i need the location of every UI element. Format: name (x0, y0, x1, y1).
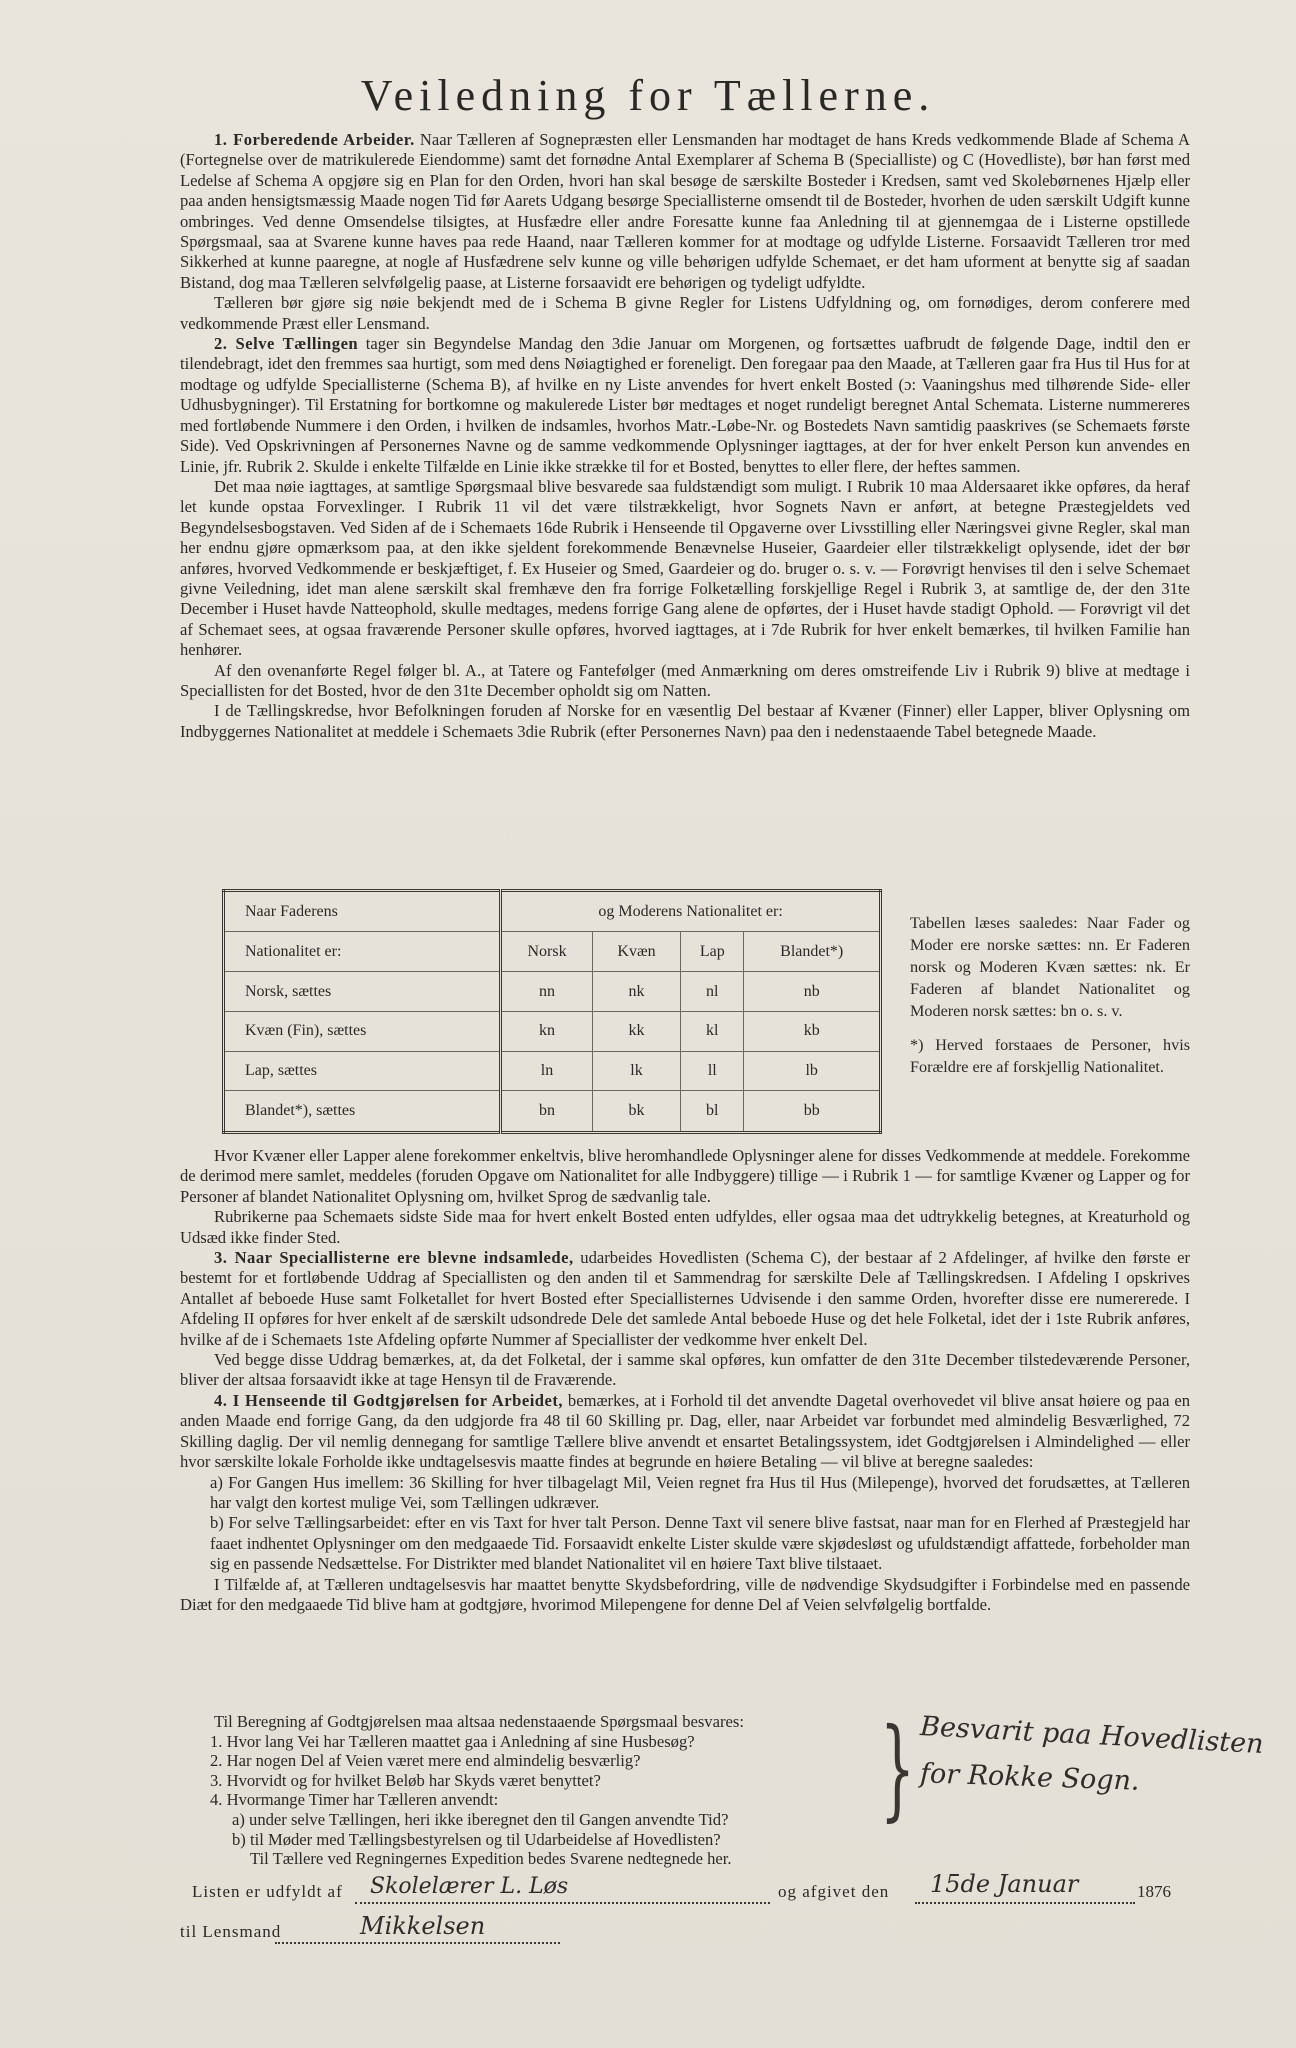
year-label: 1876 (1137, 1882, 1171, 1901)
table-cell: nl (681, 972, 744, 1012)
label-lensmand: til Lensmand (180, 1922, 282, 1941)
table-row-label: Norsk, sættes (224, 972, 501, 1012)
question-4: 4. Hvormange Timer har Tælleren anvendt: (210, 1790, 499, 1810)
label-list-filled-by: Listen er udfyldt af (192, 1882, 343, 1901)
signature-row-lensmand (180, 1912, 1190, 1948)
table-header-row-1 (224, 891, 881, 932)
section-2 (180, 334, 1190, 477)
table-cell: bk (592, 1091, 680, 1133)
section-4-heading: 4. I Henseende til Godtgjørelsen for Arbeidet, (214, 1390, 564, 1410)
section-2-heading: 2. Selve Tællingen (214, 334, 359, 354)
table-cell: bb (744, 1091, 881, 1133)
table-cell: kl (681, 1011, 744, 1051)
nationality-table-wrapper (222, 889, 882, 1134)
table-cell: kk (592, 1011, 680, 1051)
handwritten-answer-line-1: Besvarit paa Hovedlisten (919, 1711, 1265, 1760)
curly-brace-icon: } (880, 1704, 915, 1832)
section-1 (180, 130, 1190, 293)
question-2: 2. Har nogen Del af Veien været mere end almindelig besværlig? (210, 1751, 641, 1771)
label-given-date: og afgivet den (778, 1882, 890, 1901)
table-corner-1: Naar Faderens (224, 891, 501, 932)
table-row (224, 1091, 881, 1133)
question-3: 3. Hvorvidt og for hvilket Beløb har Skyds været benyttet? (210, 1770, 601, 1790)
question-4b: b) til Møder med Tællingsbestyrelsen og til Udarbeidelse af Hovedlisten? (232, 1829, 721, 1849)
side-note-footnote: *) Herved forstaaes de Personer, hvis Forældre ere af forskjellig Nationalitet. (910, 1036, 1190, 1076)
section-2-text: tager sin Begyndelse Mandag den 3die Januar om Morgenen, og fortsættes uafbrudt de følgende Dage, indtil den er tilendebragt, idet den fremmes saa hurtigt, som med dens Nøiagtighed er foreneligt. Den foregaar paa den Maade, at Tælleren gaar fra Hus til Hus for at modtage og udfylde Speciallisterne (Schema B), af hvilke en ny Liste anvendes for hvert enkelt Bosted (ɔ: Vaaningshus med tilhørende Side- eller Udhusbygninger). Til Erstatning for bortkomne og makulerede Lister bør medtages et noget rundeligt beregnet Antal Schemata. Listerne nummereres med fortløbende Nummere i den Orden, i hvilken de indsamles, hvorhos Matr.-Løbe-Nr. og Bostedets Navn samtidig paaskrives (se Schemaets første Side). Ved Opskrivningen af Personernes Navne og de samme vedkommende Oplysninger iagttages, at der for hver enkelt Person kun anvendes en Linie, jfr. Rubrik 2. Skulde i enkelte Tilfælde en Linie ikke strække til for et Bosted, benyttes to eller flere, der heftes sammen. (180, 334, 1191, 476)
instructions-body-top (180, 130, 1190, 742)
table-row-label: Lap, sættes (224, 1051, 501, 1091)
instructions-body-bottom (180, 1146, 1190, 1615)
signature-row-list (180, 1870, 1190, 1908)
question-1: 1. Hvor lang Vei har Tælleren maattet gaa i Anledning af sine Husbesøg? (210, 1731, 695, 1751)
section-2-text-2: Det maa nøie iagttages, at samtlige Spørgsmaal blive besvarede saa fuldstændigt som muligt. I Rubrik 10 maa Aldersaaret ikke opføres, da heraf let kunde opstaa Forvexlinger. I Rubrik 11 vil det være tilstrækkeligt, hvor Sognets Navn er anført, at betegne Præstegjeldets ved Begyndelsesbogstaven. Ved Siden af de i Schemaets 16de Rubrik i Henseende til Opgaverne over Livsstilling eller Næringsvei givne Regler, skal man her endnu gjøre opmærksom paa, at den ikke sjeldent forekommende Benævnelse Huseier, Gaardeier eller tilstrækkeligt oplysende, idet der bør anføres, hvorved Vedkommende er beskjæftiget, f. Ex Huseier og Smed, Gaardeier og do. bruger o. s. v. — Forøvrigt henvises til den i selve Schemaet givne Veiledning, idet man alene særskilt skal fremhæve den fra forrige Folketælling forskjellige Regel i Rubrik 3, at samtlige de, der den 31te December i Huset havde Natteophold, skulle medtages, medens forrige Gang alene de opførtes, der i Huset havde stadigt Ophold. — Forøvrigt vil det af Schemaet sees, at ogsaa fraværende Personer skulle opføres, hvorved iagttages, at i 7de Rubrik for hver enkelt bemærkes, til hvilken Familie han henhører. (180, 476, 1190, 660)
table-cell: bn (501, 1091, 593, 1133)
table-cell: ln (501, 1051, 593, 1091)
handwritten-filled-by: Skolelærer L. Løs (370, 1874, 569, 1899)
section-3-text-2: Ved begge disse Uddrag bemærkes, at, da det Folketal, der i samme skal opføres, kun omfatter de den 31te December tilstedeværende Personer, bliver der altsaa forsaavidt ikke at tage Hensyn til de Fraværende. (180, 1350, 1190, 1390)
table-header-row-2 (224, 932, 881, 972)
questions-intro: Til Beregning af Godtgjørelsen maa altsaa nedenstaaende Spørgsmaal besvares: (214, 1712, 744, 1731)
section-3-text: udarbeides Hovedlisten (Schema C), der bestaar af 2 Afdelinger, af hvilke den første er bestemt for et fortløbende Uddrag af Speciallisten og den anden til et Sammendrag for særskilte Dele af Tællingskredsen. I Afdeling I opskrives Antallet af beboede Huse samt Folketallet for hvert Bosted efter Speciallisternes Udvisende i den samme Orden, hvorefter disse ere numererede. I Afdeling II opføres for hver enkelt af de særskilt udsondrede Dele det samlede Antal beboede Huse og det hele Folketal, idet der i 1ste Rubrik anføres, hvilke af de i Schemaets 1ste Afdeling opførte Nummer af Speciallister der vedkomme hver enkelt Del. (180, 1248, 1190, 1349)
questions-closing: Til Tællere ved Regningernes Expedition bedes Svarene nedtegnede her. (250, 1849, 732, 1869)
section-3 (180, 1248, 1190, 1350)
section-4-last-para: I Tilfælde af, at Tælleren undtagelsesvis har maattet benytte Skydsbefordring, ville de nødvendige Skydsudgifter i Forbindelse med en passende Diæt for den medgaaede Tid blive ham at godtgjøre, hvorimod Milepengene for denne Del af Veien selvfølgelig bortfalde. (180, 1574, 1190, 1614)
table-col-header: Norsk (501, 932, 593, 972)
handwritten-date: 15de Januar (930, 1870, 1079, 1898)
table-cell: nk (592, 972, 680, 1012)
after-table-para-2: Rubrikerne paa Schemaets sidste Side maa for hvert enkelt Bosted enten udfyldes, eller ogsaa maa det udtrykkelig betegnes, at Kreaturhold og Udsæd ikke finder Sted. (180, 1207, 1190, 1247)
section-2-text-4: I de Tællingskredse, hvor Befolkningen foruden af Norske for en væsentlig Del bestaar af Kvæner (Finner) eller Lapper, bliver Oplysning om Indbyggernes Nationalitet at meddele i Schemaets 3die Rubrik (efter Personernes Navn) paa den i nedenstaaende Tabel betegnede Maade. (180, 701, 1190, 741)
table-cell: lb (744, 1051, 881, 1091)
table-cell: ll (681, 1051, 744, 1091)
table-row-label: Kvæn (Fin), sættes (224, 1011, 501, 1051)
section-1-heading: 1. Forberedende Arbeider. (214, 130, 415, 149)
table-cell: kb (744, 1011, 881, 1051)
table-col-header: Lap (681, 932, 744, 972)
question-4a: a) under selve Tællingen, heri ikke iberegnet den til Gangen anvendte Tid? (232, 1809, 729, 1829)
table-side-note (910, 912, 1190, 1090)
table-corner-2: Nationalitet er: (224, 932, 501, 972)
table-row (224, 1011, 881, 1051)
section-4 (180, 1391, 1190, 1473)
questions-block (180, 1712, 880, 1869)
table-col-header: Blandet*) (744, 932, 881, 972)
after-table-para-1: Hvor Kvæner eller Lapper alene forekommer enkeltvis, blive heromhandlede Oplysninger alene for disses Vedkommende at meddele. Forekomme de derimod mere samlet, meddeles (foruden Opgave om Nationalitet for alle Indbyggere) tillige — i Rubrik 1 — for samtlige Kvæner og Lapper og for Personer af blandet Nationalitet Oplysning om, hvilket Sprog de sædvanlig tale. (180, 1146, 1190, 1206)
handwritten-answer-line-2: for Rokke Sogn. (919, 1758, 1141, 1797)
table-cell: nn (501, 972, 593, 1012)
table-column-group-header: og Moderens Nationalitet er: (501, 891, 881, 932)
section-4-text: bemærkes, at i Forhold til det anvendte Dagetal overhovedet vil blive ansat høiere og paa en anden Maade end forrige Gang, da den udgjorde fra 48 til 60 Skilling pr. Dag, eller, naar Arbeidet var forbundet med almindelig Besværlighed, 72 Skilling daglig. Der vil nemlig dennegang for samtlige Tællere blive anvendt et ensartet Betalingssystem, idet Godtgjørelsen i Almindelighed — eller hvor særskilte lokale Forholde ikke undtagelsesvis maatte findes at begrunde en høiere Betaling — vil blive at beregne saaledes: (180, 1390, 1190, 1472)
section-2-text-3: Af den ovenanførte Regel følger bl. A., at Tatere og Fantefølger (med Anmærkning om deres omstreifende Liv i Rubrik 9) blive at medtage i Speciallisten for det Bosted, hvor de den 31te December opholdt sig om Natten. (180, 660, 1190, 700)
section-3-heading: 3. Naar Speciallisterne ere blevne indsamlede, (214, 1248, 574, 1268)
table-cell: kn (501, 1011, 593, 1051)
section-1-text-2: Tælleren bør gjøre sig nøie bekjendt med de i Schema B givne Regler for Listens Udfyldning og, om fornødiges, derom conferere med vedkommende Præst eller Lensmand. (180, 293, 1190, 333)
section-1-text: Naar Tælleren af Sognepræsten eller Lensmanden har modtaget de hans Kreds vedkommende Blade af Schema A (Fortegnelse over de matrikulerede Eiendomme) samt det fornødne Antal Exemplarer af Schema B (Specialliste) og C (Hovedliste), bør han først med Ledelse af Schema A opgjøre sig en Plan for den Orden, hvori han skal besøge de særskilte Bosteder i Kredsen, samt ved Skolebørnenes Hjælp eller paa anden hensigtsmæssig Maade nogen Tid før Aarets Udgang besørge Speciallisterne omsendt til de Bosteder, hvorhen de uden særskilt Udgift kunne ombringes. Ved denne Omsendelse tilsigtes, at Husfædre eller andre Foresatte kunne faa Anledning til at gjennemgaa de i Listerne opstillede Spørgsmaal, saa at Svarene kunne haves paa rede Haand, naar Tælleren kommer for at modtage og udfylde Listerne. Forsaavidt Tælleren tror med Sikkerhed at kunne paaregne, at nogle af Husfædrene selv kunne og ville behørigen udfylde Schemaet, er det ham uforment at benytte sig af saadan Bistand, dog maa Tælleren selvfølgelig paase, at Listerne forsaavidt ere behørigen og tydeligt udfyldte. (180, 130, 1191, 292)
table-row (224, 972, 881, 1012)
table-row (224, 1051, 881, 1091)
table-cell: bl (681, 1091, 744, 1133)
page-title: Veiledning for Tællerne. (360, 71, 936, 120)
table-cell: lk (592, 1051, 680, 1091)
table-cell: nb (744, 972, 881, 1012)
nationality-table (222, 889, 882, 1134)
section-4-item-a: a) For Gangen Hus imellem: 36 Skilling for hver tilbagelagt Mil, Veien regnet fra Hus til Hus (Milepenge), hvorved det forudsættes, at Tælleren har valgt den kortest mulige Vei, som Tællingen udkræver. (210, 1472, 1190, 1512)
handwritten-lensmand: Mikkelsen (360, 1912, 486, 1940)
table-col-header: Kvæn (592, 932, 680, 972)
section-4-item-b: b) For selve Tællingsarbeidet: efter en vis Taxt for hver talt Person. Denne Taxt vil senere blive fastsat, naar man for en Flerhed af Præstegjeld har faaet indhentet Oplysninger om den medgaaede Tid. Forsaavidt enkelte Lister skulde være skjødesløst og ufuldstændigt affattede, forbeholder man sig en passende Nedsættelse. For Distrikter med blandet Nationalitet vil en høiere Taxt blive tilstaaet. (210, 1513, 1190, 1574)
table-row-label: Blandet*), sættes (224, 1091, 501, 1133)
side-note-reading: Tabellen læses saaledes: Naar Fader og Moder ere norske sættes: nn. Er Faderen norsk og Moderen Kvæn sættes: nk. Er Faderen af blandet Nationalitet og Moderen norsk sættes: bn o. s. v. (910, 914, 1190, 1020)
